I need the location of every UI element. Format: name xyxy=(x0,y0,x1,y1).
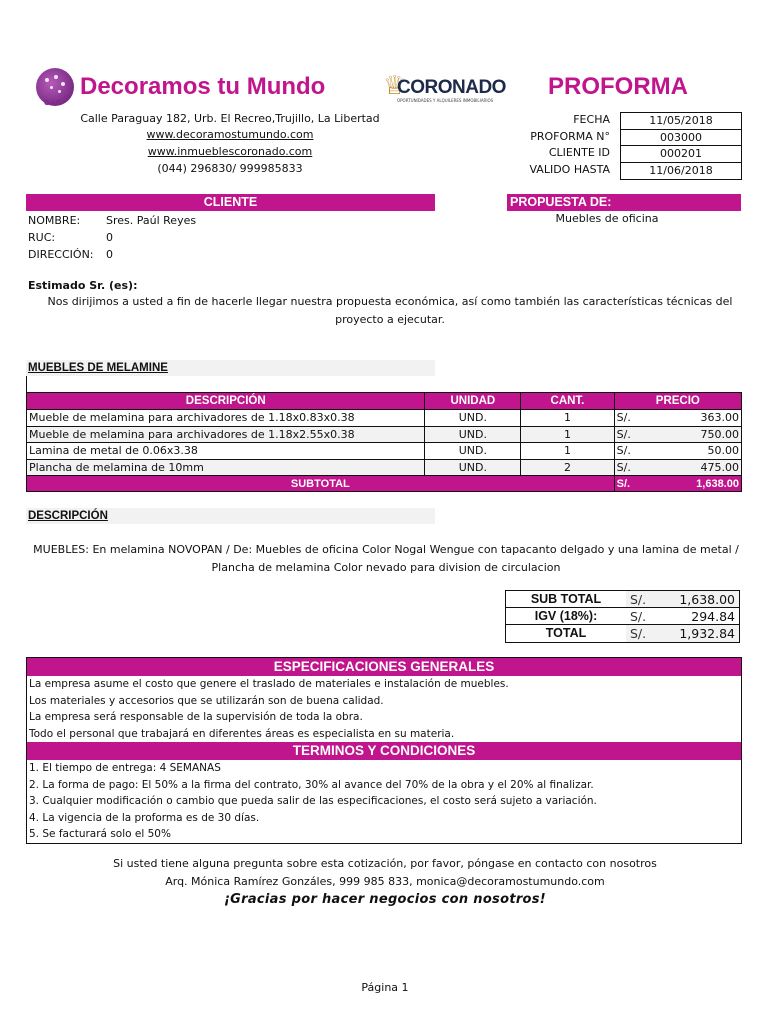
company-name: Decoramos tu Mundo xyxy=(80,73,326,100)
totals-igv-value: 294.84 xyxy=(691,609,735,624)
item-currency: S/. xyxy=(614,459,653,476)
specs-terms-box xyxy=(26,657,742,844)
term-line: 1. El tiempo de entrega: 4 SEMANAS xyxy=(29,762,221,774)
totals-subtotal-value: 1,638.00 xyxy=(664,591,739,607)
subtotal-label: SUBTOTAL xyxy=(27,476,615,492)
description-title: DESCRIPCIÓN xyxy=(26,508,435,524)
company-phone: (044) 296830/ 999985833 xyxy=(157,162,303,175)
col-unit: UNIDAD xyxy=(425,393,521,410)
website-link-1[interactable]: www.decoramostumundo.com xyxy=(146,128,314,141)
table-row xyxy=(27,426,742,443)
document-title: PROFORMA xyxy=(548,73,688,100)
coronado-name: CORONADO xyxy=(397,77,506,98)
item-currency: S/. xyxy=(614,443,653,460)
client-row-ruc xyxy=(28,229,196,246)
meta-label-date: FECHA xyxy=(573,113,610,126)
totals-row-total xyxy=(506,625,739,642)
meta-values-box xyxy=(620,112,742,180)
totals-row-igv xyxy=(506,608,739,625)
item-desc: Plancha de melamina de 10mm xyxy=(27,459,425,476)
item-qty: 2 xyxy=(521,459,614,476)
company-address: Calle Paraguay 182, Urb. El Recreo,Trujillo, La Libertad xyxy=(80,112,380,125)
item-unit: UND. xyxy=(425,443,521,460)
spec-line: La empresa asume el costo que genere el traslado de materiales e instalación de muebles. xyxy=(29,678,509,690)
items-spacer xyxy=(26,376,742,392)
client-row-name xyxy=(28,212,196,229)
proposal-band: PROPUESTA DE: xyxy=(507,194,741,211)
item-price: 363.00 xyxy=(653,410,741,427)
crown-icon: ♕ xyxy=(383,71,407,101)
subtotal-row xyxy=(27,476,742,492)
greeting: Estimado Sr. (es): xyxy=(28,279,138,292)
item-price: 475.00 xyxy=(653,459,741,476)
totals-row-subtotal xyxy=(506,591,739,608)
item-qty: 1 xyxy=(521,426,614,443)
item-unit: UND. xyxy=(425,410,521,427)
item-desc: Mueble de melamina para archivadores de 1.18x0.83x0.38 xyxy=(27,410,425,427)
meta-value-proforma-no: 003000 xyxy=(621,130,741,147)
term-line: 2. La forma de pago: El 50% a la firma del contrato, 30% al avance del 70% de la obra y el 20% al finalizar. xyxy=(29,778,594,791)
spec-line: Todo el personal que trabajará en diferentes áreas es especialista en su materia. xyxy=(29,727,455,740)
meta-label-valid-until: VALIDO HASTA xyxy=(529,162,610,176)
items-table xyxy=(26,392,742,492)
client-band: CLIENTE xyxy=(26,194,435,211)
items-header-row xyxy=(27,393,742,410)
totals-total-value: 1,932.84 xyxy=(664,625,739,642)
meta-labels xyxy=(500,112,610,178)
client-ruc-value: 0 xyxy=(106,231,113,244)
totals-total-currency: S/. xyxy=(626,625,664,642)
item-price: 750.00 xyxy=(653,426,741,443)
client-name-value: Sres. Paúl Reyes xyxy=(106,214,197,227)
coronado-tagline: OPORTUNIDADES Y ALQUILERES INMOBILIARIOS xyxy=(397,98,494,103)
item-qty: 1 xyxy=(521,410,614,427)
col-qty: CANT. xyxy=(521,393,614,410)
item-currency: S/. xyxy=(614,426,653,443)
footer-thanks: ¡Gracias por hacer negocios con nosotros! xyxy=(223,892,547,907)
totals-subtotal-label: SUB TOTAL xyxy=(530,592,602,606)
table-row xyxy=(27,410,742,427)
totals-total-label: TOTAL xyxy=(545,626,587,640)
logo-gc-text: G+C xyxy=(44,99,61,107)
page-number: Página 1 xyxy=(361,981,409,994)
client-address-label: DIRECCIÓN: xyxy=(28,248,94,261)
totals-igv-currency: S/. xyxy=(630,609,647,624)
item-desc: Mueble de melamina para archivadores de 1.18x2.55x0.38 xyxy=(27,426,425,443)
specs-title: ESPECIFICACIONES GENERALES xyxy=(27,658,741,676)
intro-paragraph: Nos dirijimos a usted a fin de hacerle llegar nuestra propuesta económica, así como también las características técnicas del proyecto a ejecutar. xyxy=(47,295,733,326)
meta-value-client-id: 000201 xyxy=(621,146,741,163)
spec-line: Los materiales y accesorios que se utilizarán son de buena calidad. xyxy=(29,694,384,707)
subtotal-value: 1,638.00 xyxy=(653,476,741,492)
col-description: DESCRIPCIÓN xyxy=(27,393,425,410)
footer-contact-person: Arq. Mónica Ramírez Gonzáles, 999 985 833, monica@decoramostumundo.com xyxy=(165,875,605,888)
term-line: 4. La vigencia de la proforma es de 30 días. xyxy=(29,811,260,824)
terms-title: TERMINOS Y CONDICIONES xyxy=(27,742,741,760)
items-section-title: MUEBLES DE MELAMINE xyxy=(26,360,435,376)
proposal-value: Muebles de oficina xyxy=(555,212,659,225)
col-price: PRECIO xyxy=(614,393,741,410)
coronado-logo xyxy=(383,71,506,107)
term-line: 5. Se facturará solo el 50% xyxy=(29,828,171,840)
subtotal-currency: S/. xyxy=(614,476,653,492)
meta-label-proforma-no: PROFORMA N° xyxy=(530,129,610,143)
client-name-label: NOMBRE: xyxy=(28,214,81,227)
item-unit: UND. xyxy=(425,426,521,443)
term-line: 3. Cualquier modificación o cambio que pueda salir de las especificaciones, el costo será sujeto a variación. xyxy=(29,795,597,807)
client-details xyxy=(28,212,196,263)
client-address-value: 0 xyxy=(106,248,113,261)
totals-igv-label: IGV (18%): xyxy=(534,609,598,623)
item-currency: S/. xyxy=(614,410,653,427)
meta-value-valid-until: 11/06/2018 xyxy=(649,163,713,177)
table-row xyxy=(27,443,742,460)
footer-contact-line: Si usted tiene alguna pregunta sobre esta cotización, por favor, póngase en contacto con nosotros xyxy=(113,857,657,870)
website-link-2[interactable]: www.inmueblescoronado.com xyxy=(147,145,313,158)
item-desc: Lamina de metal de 0.06x3.38 xyxy=(27,443,425,460)
description-text: MUEBLES: En melamina NOVOPAN / De: Muebles de oficina Color Nogal Wengue con tapacanto delgado y una lamina de metal / Plancha de melamina Color nevado para division de circulacion xyxy=(33,543,739,574)
item-unit: UND. xyxy=(425,459,521,476)
spec-line: La empresa será responsable de la supervisión de toda la obra. xyxy=(29,711,363,723)
client-row-address xyxy=(28,246,196,263)
table-row xyxy=(27,459,742,476)
totals-subtotal-currency: S/. xyxy=(626,591,664,607)
client-ruc-label: RUC: xyxy=(28,231,56,244)
meta-value-date: 11/05/2018 xyxy=(621,113,741,130)
item-qty: 1 xyxy=(521,443,614,460)
totals-box xyxy=(505,590,740,643)
item-price: 50.00 xyxy=(653,443,741,460)
meta-label-client-id: CLIENTE ID xyxy=(548,146,610,159)
